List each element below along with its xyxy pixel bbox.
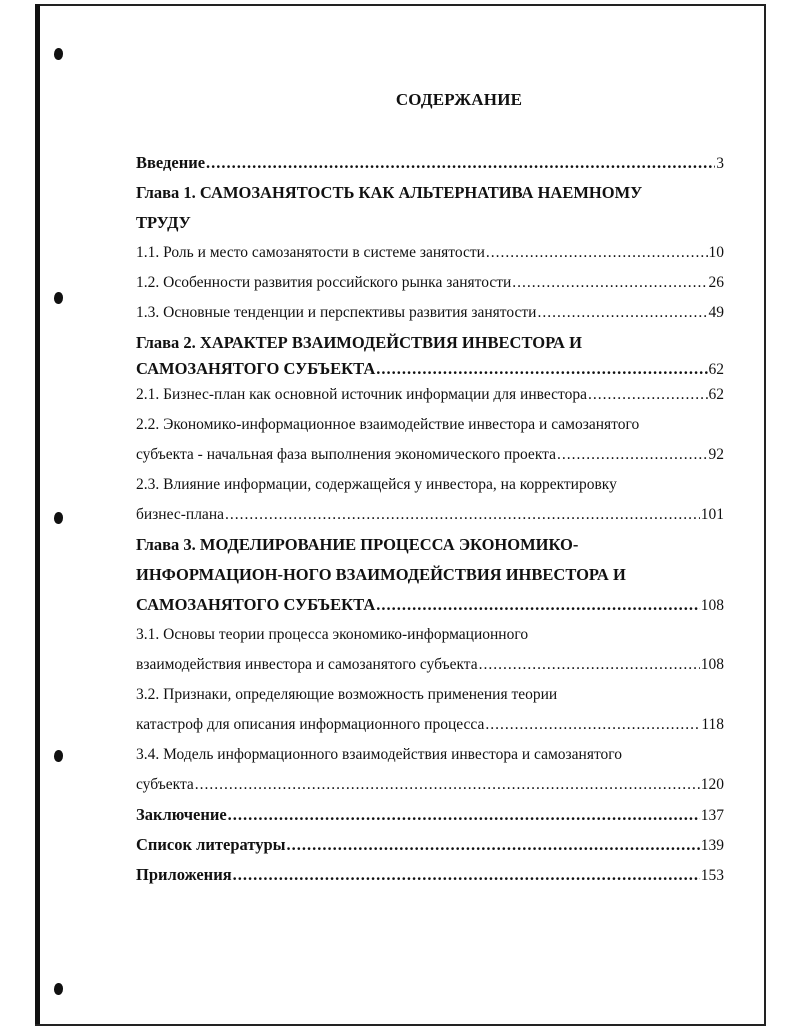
toc-entry-page: 108 bbox=[700, 656, 724, 673]
toc-entry-title: САМОЗАНЯТОГО СУБЪЕКТА bbox=[136, 595, 376, 614]
toc-entry-title: 1.2. Особенности развития российского рынка занятости bbox=[136, 274, 512, 291]
toc-leader-dots bbox=[486, 238, 708, 268]
punch-hole-mark bbox=[54, 512, 63, 524]
toc-entry bbox=[136, 740, 724, 770]
toc-entry bbox=[136, 358, 724, 380]
toc-entry-title: Заключение bbox=[136, 805, 227, 824]
toc-entry-page: 62 bbox=[708, 361, 724, 378]
toc-entry-title: САМОЗАНЯТОГО СУБЪЕКТА bbox=[136, 359, 376, 378]
toc-entry-title: 2.1. Бизнес-план как основной источник информации для инвестора bbox=[136, 386, 587, 403]
toc-leader-dots bbox=[376, 358, 707, 380]
toc-entry-title: 1.3. Основные тенденции и перспективы развития занятости bbox=[136, 304, 537, 321]
toc-entry bbox=[136, 148, 724, 178]
toc-entry-title: Глава 3. МОДЕЛИРОВАНИЕ ПРОЦЕССА ЭКОНОМИКО- bbox=[136, 535, 579, 554]
toc-entry bbox=[136, 328, 724, 358]
toc-leader-dots bbox=[485, 710, 700, 740]
toc-entry-title: 3.1. Основы теории процесса экономико-информационного bbox=[136, 626, 529, 643]
punch-hole-mark bbox=[54, 750, 63, 762]
toc-entry-page: 62 bbox=[708, 386, 724, 403]
toc-leader-dots bbox=[376, 590, 700, 620]
toc-entry-page: 137 bbox=[700, 807, 724, 824]
toc-entry-title: субъекта - начальная фаза выполнения экономического проекта bbox=[136, 446, 556, 463]
page-frame-top bbox=[35, 4, 766, 6]
toc-entry bbox=[136, 560, 724, 590]
toc-entry-page: 26 bbox=[708, 274, 724, 291]
toc-leader-dots bbox=[557, 440, 708, 470]
page-title: СОДЕРЖАНИЕ bbox=[395, 90, 523, 109]
toc-entry-title: Приложения bbox=[136, 865, 232, 884]
toc-entry bbox=[136, 410, 724, 440]
toc-entry bbox=[136, 440, 724, 470]
toc-entry-page: 3 bbox=[716, 155, 724, 172]
toc-leader-dots bbox=[512, 268, 707, 298]
toc-entry-title: ТРУДУ bbox=[136, 213, 191, 232]
page-frame-left bbox=[35, 4, 40, 1026]
toc-entry bbox=[136, 860, 724, 890]
toc-entry bbox=[136, 470, 724, 500]
toc-entry-title: катастроф для описания информационного процесса bbox=[136, 716, 485, 733]
toc-entry-title: 3.4. Модель информационного взаимодействия инвестора и самозанятого bbox=[136, 746, 623, 763]
toc-entry-page: 118 bbox=[701, 716, 724, 733]
toc-entry-page: 108 bbox=[700, 597, 724, 614]
toc-entry bbox=[136, 500, 724, 530]
toc-leader-dots bbox=[225, 500, 700, 530]
toc-entry bbox=[136, 800, 724, 830]
page-frame-bottom bbox=[35, 1024, 766, 1026]
toc-entry bbox=[136, 530, 724, 560]
toc-entry-title: 2.2. Экономико-информационное взаимодействие инвестора и самозанятого bbox=[136, 416, 640, 433]
toc-entry-title: 2.3. Влияние информации, содержащейся у инвестора, на корректировку bbox=[136, 476, 617, 493]
toc-entry-title: 1.1. Роль и место самозанятости в системе занятости bbox=[136, 244, 485, 261]
toc-entry bbox=[136, 178, 724, 208]
toc-entry-title: бизнес-плана bbox=[136, 506, 224, 523]
toc-entry-title: ИНФОРМАЦИОН-НОГО ВЗАИМОДЕЙСТВИЯ ИНВЕСТОРА И bbox=[136, 565, 626, 584]
toc-entry-title: Глава 1. САМОЗАНЯТОСТЬ КАК АЛЬТЕРНАТИВА НАЕМНОМУ bbox=[136, 183, 643, 202]
toc-entry-page: 49 bbox=[708, 304, 724, 321]
toc-entry bbox=[136, 620, 724, 650]
toc-entry-page: 101 bbox=[700, 506, 724, 523]
punch-hole-mark bbox=[54, 292, 63, 304]
table-of-contents bbox=[136, 148, 724, 890]
toc-leader-dots bbox=[537, 298, 707, 328]
toc-entry-page: 120 bbox=[700, 776, 724, 793]
toc-entry-title: субъекта bbox=[136, 776, 194, 793]
toc-entry-page: 92 bbox=[708, 446, 724, 463]
toc-entry bbox=[136, 830, 724, 860]
toc-entry-title: взаимодействия инвестора и самозанятого субъекта bbox=[136, 656, 478, 673]
toc-entry-page: 153 bbox=[700, 867, 724, 884]
toc-leader-dots bbox=[588, 380, 708, 410]
toc-entry-title: Глава 2. ХАРАКТЕР ВЗАИМОДЕЙСТВИЯ ИНВЕСТОРА И bbox=[136, 333, 582, 352]
toc-entry-title: Введение bbox=[136, 153, 206, 172]
toc-entry-title: 3.2. Признаки, определяющие возможность применения теории bbox=[136, 686, 558, 703]
toc-entry-title: Список литературы bbox=[136, 835, 286, 854]
punch-hole-mark bbox=[54, 983, 63, 995]
toc-entry-page: 139 bbox=[700, 837, 724, 854]
toc-leader-dots bbox=[228, 800, 700, 830]
toc-entry bbox=[136, 590, 724, 620]
toc-entry bbox=[136, 680, 724, 710]
toc-entry bbox=[136, 650, 724, 680]
toc-entry bbox=[136, 208, 724, 238]
toc-entry bbox=[136, 380, 724, 410]
toc-entry bbox=[136, 770, 724, 800]
punch-hole-mark bbox=[54, 48, 63, 60]
toc-leader-dots bbox=[287, 830, 700, 860]
toc-leader-dots bbox=[479, 650, 700, 680]
toc-entry bbox=[136, 298, 724, 328]
toc-entry bbox=[136, 710, 724, 740]
toc-leader-dots bbox=[206, 148, 715, 178]
page-frame-right bbox=[764, 4, 766, 1026]
toc-entry bbox=[136, 238, 724, 268]
toc-entry-page: 10 bbox=[708, 244, 724, 261]
toc-leader-dots bbox=[195, 770, 700, 800]
toc-entry bbox=[136, 268, 724, 298]
toc-leader-dots bbox=[233, 860, 700, 890]
